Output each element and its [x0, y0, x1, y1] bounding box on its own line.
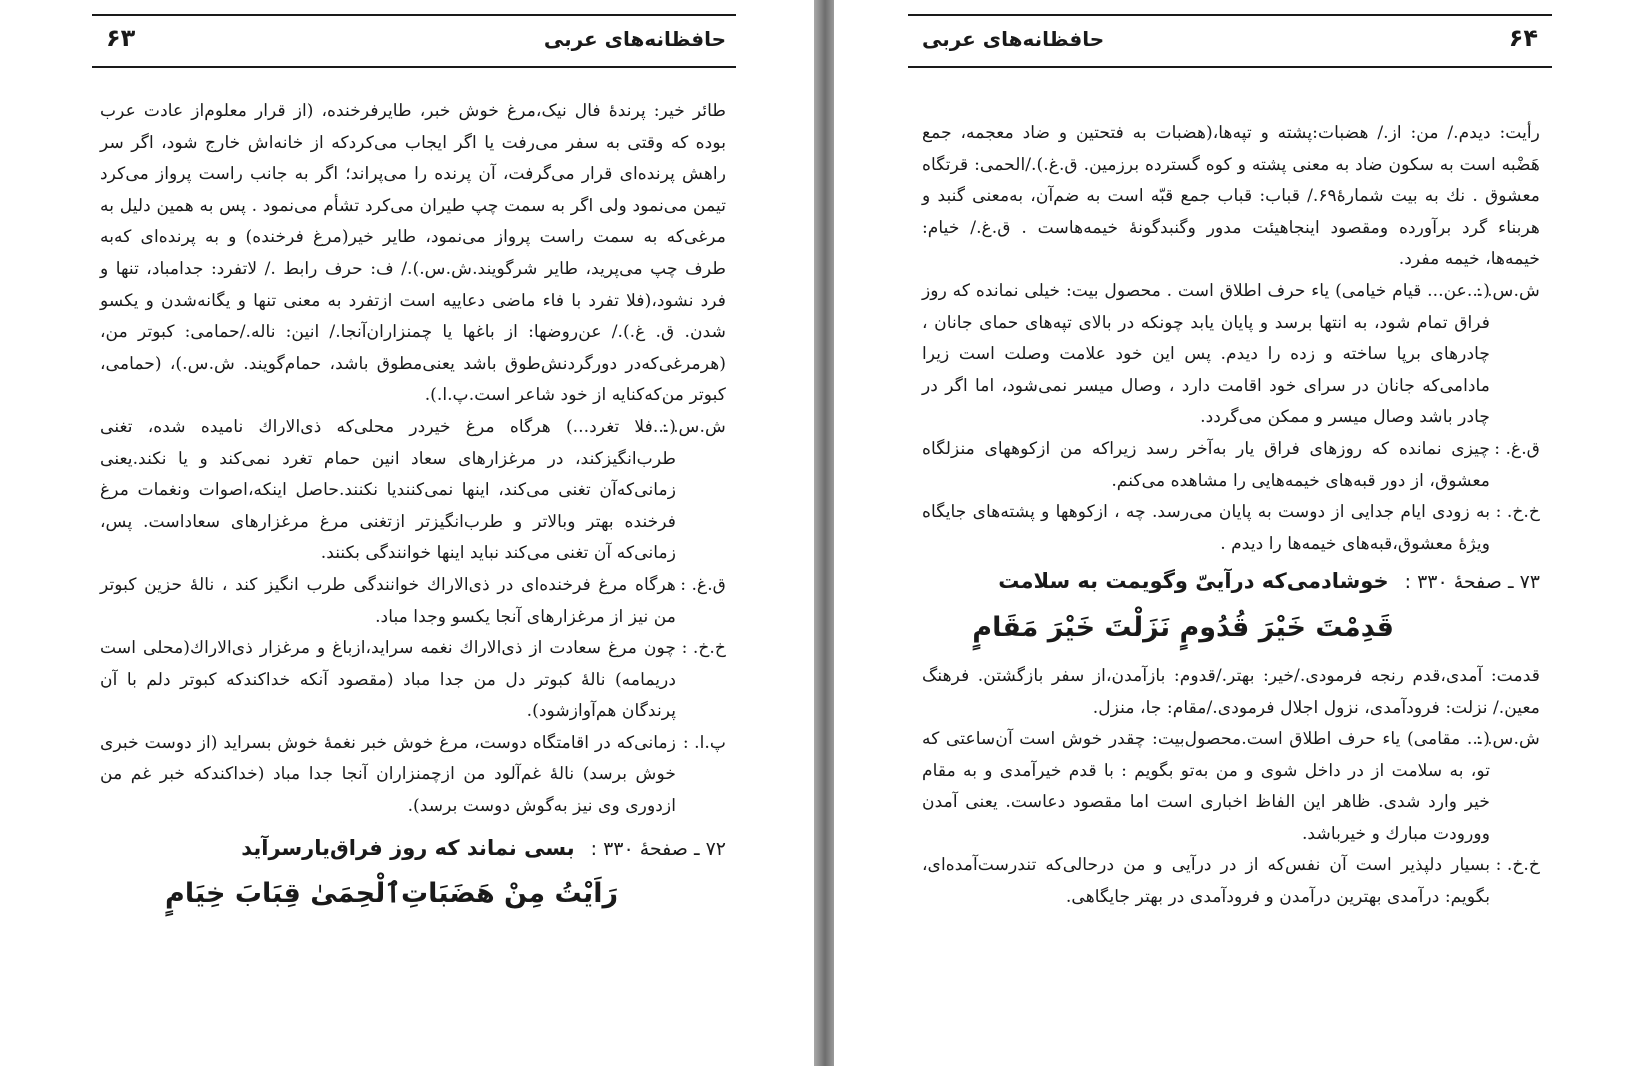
verse-number: ۷۲ ـ صفحهٔ ۳۳۰ : [590, 837, 726, 860]
page-63 [0, 0, 814, 1066]
glossary-paragraph: رأیت: دیدم./ من: از./ هضبات:پشته و تپه‌ها،(هضبات به فتحتین و ضاد معجمه، جمع هَضْبه است به سکون ضاد به معنی پشته و کوه گسترده برزمین. ق.غ.)./الحمی: قرتگاه معشوق . نك به بیت شمارۀ۶۹./ قباب: قباب جمع قبّه است به ضم‌آن، به‌معنی گنبد و هربناء گرد برآورده ومقصود اینجاهیئت مدور وگنبدگونۀ خیمه‌هاست . ق.غ./ خیام: خیمه‌ها، خیمه مفرد. [922, 123, 1540, 270]
commentary-source: ق.غ. : [1494, 438, 1540, 459]
commentary-source: خ.خ. : [1495, 502, 1540, 523]
commentary-source: ق.غ. : [680, 574, 726, 595]
running-head [908, 14, 1552, 68]
commentary-entry [100, 633, 726, 728]
page-number: ۶۴ [1508, 24, 1538, 52]
commentary-text: چیزی نمانده که روزهای فراق یار به‌آخر رسد زیراکه من ازکوههای منزلگاه معشوق، از دور قبه‌های خیمه‌هایی را مشاهده می‌کنم. [922, 438, 1490, 491]
commentary-text: به زودی ایام جدایی از دوست به پایان می‌رسد. چه ، ازکوهها و پشته‌های جایگاه ویژۀ معشوق،قبه‌های خیمه‌ها را دیدم . [922, 502, 1490, 554]
commentary-entry [922, 850, 1540, 913]
commentary-entry [922, 276, 1540, 434]
commentary-text: زمانی‌که در اقامتگاه دوست، مرغ خوش خبر نغمۀ خوش بسراید (از دوست خبری خوش برسد) نالۀ غم‌آلود من ازچمنزاران آنجا جدا مباد (خداکندکه خبر غم من ازدوری وی نیز به‌گوش دوست برسد). [100, 732, 676, 817]
commentary-source: خ.خ. : [681, 638, 726, 659]
commentary-text: هرگاه مرغ فرخنده‌ای در ذی‌الاراك خوانندگی طرب انگیز کند ، نالۀ حزین کبوتر من نیز از مرغزارهای آنجا یکسو وجدا مباد. [100, 574, 676, 627]
commentary-entry [922, 497, 1540, 560]
commentary-entry [922, 724, 1540, 850]
commentary-text: بسیار دلپذیر است آن نفس‌که از در درآیی و من درحالی‌که تندرست‌آمده‌ای، بگویم: درآمدی بهترین درآمدن و فرودآمدی در بهتر جایگاهی. [922, 855, 1490, 908]
commentary-entry [922, 434, 1540, 497]
commentary-entry [100, 728, 726, 823]
verse-persian: خوشادمی‌که درآییّ وگویمت به سلامت [998, 569, 1389, 594]
verse-heading [100, 833, 726, 866]
header-title: حافظانه‌های عربی [543, 27, 726, 51]
commentary-source: ش.س. : [1475, 280, 1540, 301]
running-head [92, 14, 736, 68]
book-spine [814, 0, 834, 1066]
commentary-source: ش.س. : [661, 416, 726, 437]
commentary-text: (... مقامی) یاء حرف اطلاق است.محصول‌بیت: چقدر خوش است آن‌ساعتی که تو، به سلامت از در داخل شوی و من به‌تو بگویم : با قدم خیرآمدی و به مقام خیر وارد شدی. ظاهر این الفاظ اخباری است اما مقصود دعاست. یعنی آمدن وورودت مبارك و خیرباشد. [922, 729, 1490, 844]
header-title: حافظانه‌های عربی [922, 27, 1105, 51]
commentary-text: (...فلا تغرد...) هرگاه مرغ خیردر محلی‌که ذی‌الاراك نامیده شده، تغنی طرب‌انگیزکند، در مرغزارهای سعاد انین حمام تغرد نمی‌کند و یا نکند.یعنی زمانی‌که‌آن تغنی می‌کند، اینها نمی‌کنندیا نکنند.حاصل اینکه،اصوات ونغمات مرغ فرخنده بهتر وبالاتر و طرب‌انگیزتر ازتغنی مرغ مرغزارهای سعاداست. پس، زمانی‌که آن تغنی می‌کند نباید اینها خوانندگی بکنند. [100, 416, 676, 564]
page-64 [834, 0, 1636, 1066]
verse-number: ۷۳ ـ صفحهٔ ۳۳۰ : [1404, 571, 1540, 594]
commentary-text: (...عن... قیام خیامی) یاء حرف اطلاق است . محصول بیت: خیلی نمانده که روز فراق تمام شود، به انتها برسد و پایان یابد چونکه در بالای تپه‌های حمای جانان ، چادرهای برپا ساخته و زده را دیدم. پس این خود علامت وصلت است زیرا مادامی‌که جانان در سرای خود اقامت دارد ، وصال میسر نمی‌شود، اما اگر در چادر باشد وصال میسر و ممکن می‌گردد. [922, 280, 1490, 428]
page-body [922, 118, 1540, 914]
commentary-source: پ.ا. : [682, 732, 726, 753]
commentary-source: ش.س. : [1475, 729, 1540, 750]
commentary-entry [100, 412, 726, 570]
verse-persian: بسی نماند که روز فراق‌یارسرآید [241, 835, 575, 860]
commentary-text: چون مرغ سعادت از ذی‌الاراك نغمه سراید،ازباغ و مرغزار ذی‌الاراك(محلی است دریمامه) نالۀ کبوتر دل من جدا مباد (مقصود آنکه خداکندکه کبوتر دلم با آن پرندگان هم‌آوازشود). [100, 638, 676, 722]
commentary-entry [100, 570, 726, 633]
commentary-source: خ.خ. : [1495, 855, 1540, 876]
glossary-paragraph: طائر خیر: پرندۀ فال نیک،مرغ خوش خبر، طایرفرخنده، (از قرار معلوم‌از عادت عرب بوده که وقتی به سفر می‌رفت یا اگر ایجاب می‌کردکه از خانه‌اش خارج شود، اگر سر راهش پرنده‌ای قرار می‌گرفت، آن پرنده را می‌پراند؛ اگر به جانب راست پرواز می‌کرد تیمن می‌نمود ولی اگر به سمت چپ طیران می‌کرد تشأم می‌نمود . پس به همین دلیل به مرغی‌که به سمت راست پرواز می‌نمود، طایر خیر(مرغ فرخنده) و به پرنده‌ای که‌به طرف چپ می‌پرید، طایر شرگویند.ش.س.)./ ف: حرف رابط ./ لاتفرد: جدامباد، تنها و فرد نشود،(فلا تفرد با فاء ماضی دعاییه است ازتفرد به معنی تنها و یگانه‌شدن و یکسو شدن. ق. غ.)./ عن‌روضها: از باغها یا چمنزاران‌آنجا./ انین: ناله./حمامی: کبوتر من،(هرمرغی‌که‌در دورگردنش‌طوق باشد یعنی‌مطوق باشد، حمام‌گویند. ش.س.)، (حمامی، کبوتر من‌که‌کنایه از خود شاعر است.پ.ا.). [100, 101, 726, 406]
page-number: ۶۳ [106, 24, 136, 52]
glossary-paragraph: قدمت: آمدی،قدم رنجه فرمودی./خیر: بهتر./قدوم: بازآمدن،از سفر بازگشتن. فرهنگ معین./ نزلت: فرودآمدی، نزول اجلال فرمودی./مقام: جا، منزل. [922, 665, 1540, 718]
page-body [100, 96, 726, 927]
verse-arabic: قَدِمْتَ خَیْرَ قُدُومٍ نَزَلْتَ خَیْرَ مَقَامٍ [972, 611, 1394, 643]
verse-arabic: رَاَیْتُ مِنْ هَضَبَاتِ‌ٱلْحِمَیٰ قِبَابَ خِیَامٍ [165, 878, 618, 910]
verse-heading [922, 566, 1540, 599]
